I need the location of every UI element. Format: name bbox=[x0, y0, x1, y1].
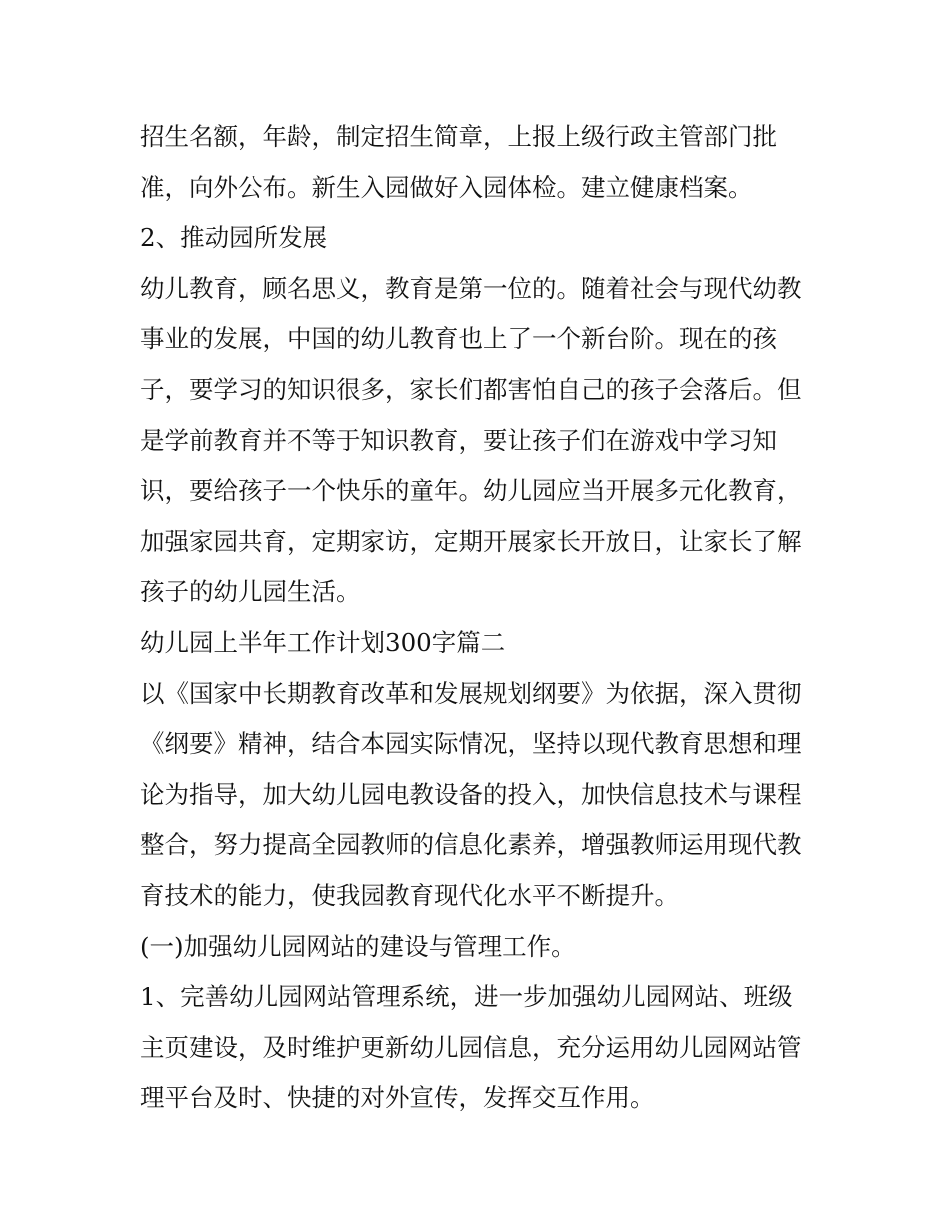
text-line: 育技术的能力，使我园教育现代化水平不断提升。 bbox=[140, 880, 679, 910]
text-line: 以《国家中长期教育改革和发展规划纲要》为依据，深入贯彻 bbox=[140, 678, 802, 708]
document-body bbox=[140, 112, 820, 1124]
text-line: 整合，努力提高全园教师的信息化素养，增强教师运用现代教 bbox=[140, 830, 802, 860]
text-line: 主页建设，及时维护更新幼儿园信息，充分运用幼儿园网站管 bbox=[140, 1032, 802, 1062]
text-line: 识，要给孩子一个快乐的童年。幼儿园应当开展多元化教育， bbox=[140, 476, 802, 506]
text-line: 幼儿教育，顾名思义，教育是第一位的。随着社会与现代幼教 bbox=[140, 273, 802, 303]
text-line: 子，要学习的知识很多，家长们都害怕自己的孩子会落后。但 bbox=[140, 374, 802, 404]
text-line: 论为指导，加大幼儿园电教设备的投入，加快信息技术与课程 bbox=[140, 779, 802, 809]
text-line: 准，向外公布。新生入园做好入园体检。建立健康档案。 bbox=[140, 172, 753, 202]
text-line: 加强家园共育，定期家访，定期开展家长开放日，让家长了解 bbox=[140, 526, 802, 556]
text-line: 《纲要》精神，结合本园实际情况，坚持以现代教育思想和理 bbox=[140, 729, 802, 759]
text-line: 是学前教育并不等于知识教育，要让孩子们在游戏中学习知 bbox=[140, 425, 777, 455]
section-heading: (一)加强幼儿园网站的建设与管理工作。 bbox=[140, 931, 576, 961]
section-heading: 2、推动园所发展 bbox=[140, 223, 328, 253]
text-line: 事业的发展，中国的幼儿教育也上了一个新台阶。现在的孩 bbox=[140, 324, 777, 354]
article-title: 幼儿园上半年工作计划300字篇二 bbox=[140, 627, 506, 657]
text-line: 理平台及时、快捷的对外宣传，发挥交互作用。 bbox=[140, 1083, 655, 1113]
text-line: 1、完善幼儿园网站管理系统，进一步加强幼儿园网站、班级 bbox=[140, 982, 793, 1012]
text-line: 招生名额，年龄，制定招生简章，上报上级行政主管部门批 bbox=[140, 122, 777, 151]
text-line: 孩子的幼儿园生活。 bbox=[140, 577, 361, 607]
